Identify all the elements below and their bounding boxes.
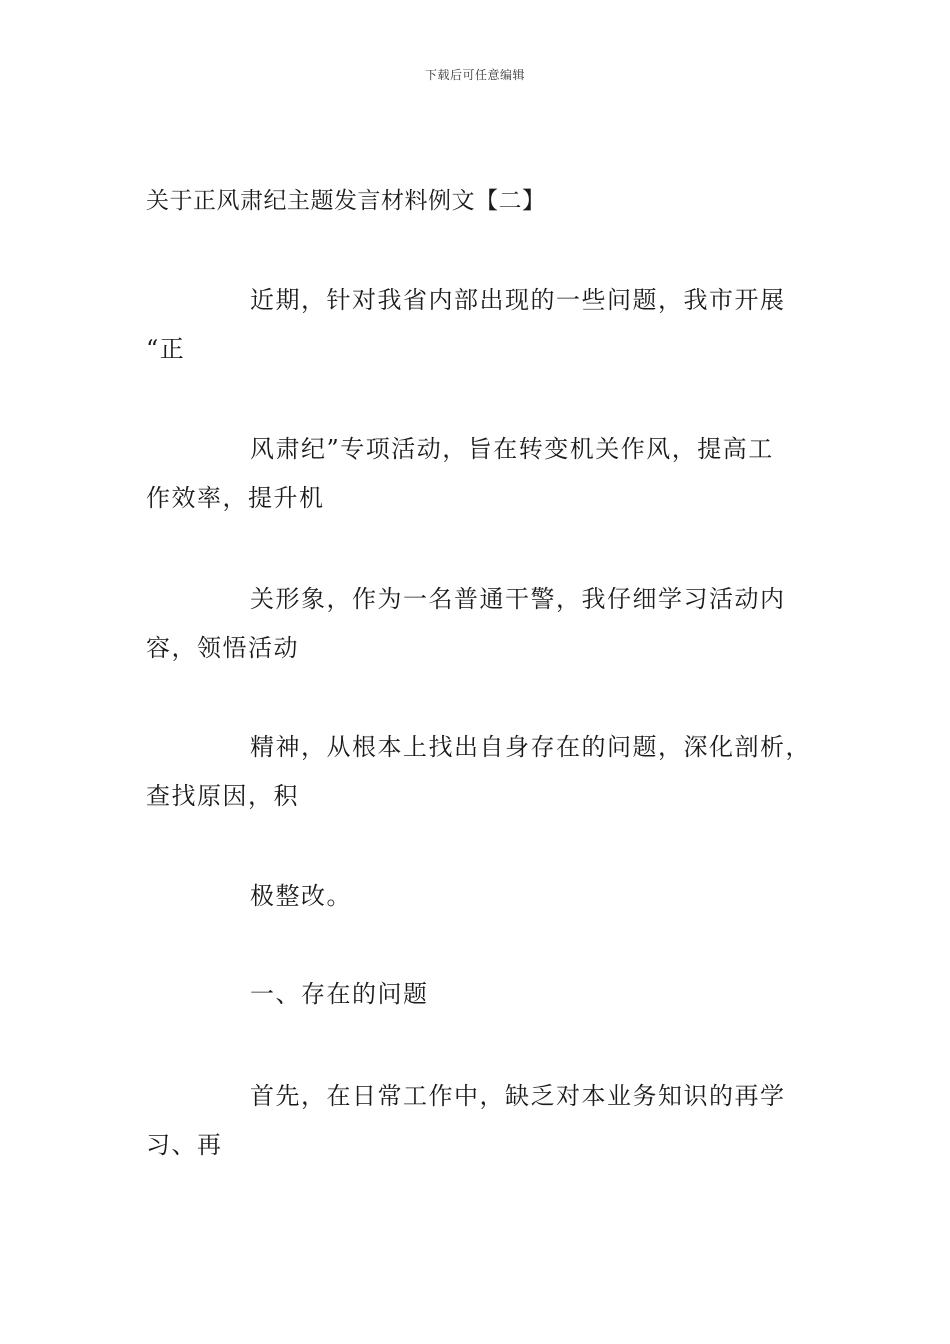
paragraph-line: 查找原因，积: [146, 782, 299, 810]
document-title: 关于正风肃纪主题发言材料例文【二】: [146, 188, 546, 214]
paragraph-2: [146, 425, 826, 523]
paragraph-4: [146, 723, 826, 821]
section-heading: [146, 970, 826, 1019]
paragraph-line: 极整改。: [250, 882, 352, 910]
header-note: 下载后可任意编辑: [424, 68, 525, 82]
paragraph-line: 精神，从根本上找出自身存在的问题，深化剖析，: [250, 733, 811, 761]
paragraph-line: 习、再: [146, 1131, 223, 1159]
section-heading-text: 一、存在的问题: [250, 980, 429, 1008]
paragraph-line: 近期，针对我省内部出现的一些问题，我市开展: [250, 286, 786, 314]
paragraph-line: “正: [146, 335, 186, 363]
paragraph-6: [146, 1072, 826, 1170]
paragraph-5: [146, 872, 826, 921]
paragraph-line: 作效率，提升机: [146, 484, 325, 512]
paragraph-line: 风肃纪”专项活动，旨在转变机关作风，提高工: [250, 435, 774, 463]
paragraph-1: [146, 276, 826, 374]
paragraph-line: 容，领悟活动: [146, 634, 299, 662]
paragraph-3: [146, 575, 826, 673]
paragraph-line: 关形象，作为一名普通干警，我仔细学习活动内: [250, 585, 786, 613]
paragraph-line: 首先，在日常工作中，缺乏对本业务知识的再学: [250, 1082, 786, 1110]
